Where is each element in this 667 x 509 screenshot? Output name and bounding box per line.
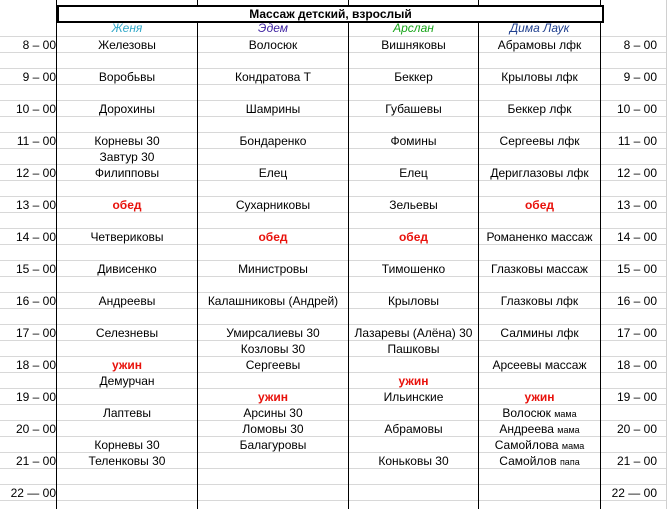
schedule-cell[interactable]: Железовы [98, 38, 156, 52]
schedule-cell[interactable] [198, 373, 348, 389]
schedule-cell[interactable]: Лазаревы (Алёна) 30 [354, 326, 473, 340]
schedule-cell[interactable] [57, 485, 197, 501]
time-cell-right[interactable]: 9 – 00 [623, 70, 657, 84]
schedule-cell[interactable]: Зельевы [389, 198, 438, 212]
schedule-cell[interactable] [479, 485, 600, 501]
time-cell-right[interactable]: 15 – 00 [616, 262, 657, 276]
schedule-cell-with-note[interactable] [479, 421, 600, 437]
time-cell-right[interactable] [601, 437, 657, 453]
schedule-cell[interactable] [57, 341, 197, 357]
schedule-cell[interactable]: обед [398, 230, 429, 244]
schedule-cell[interactable] [198, 149, 348, 165]
patient-name: Самойлов [499, 454, 557, 468]
schedule-cell[interactable]: ужин [258, 390, 288, 404]
schedule-cell[interactable]: обед [112, 198, 142, 212]
schedule-cell[interactable]: Лаптевы [102, 406, 152, 420]
schedule-cell[interactable]: Демурчан [99, 374, 155, 388]
schedule-cell[interactable]: Елец [258, 166, 288, 180]
time-cell-left[interactable]: 16 – 00 [15, 294, 56, 308]
schedule-cell[interactable]: Глазковы массаж [491, 262, 588, 276]
schedule-cell-with-note[interactable] [479, 453, 600, 469]
schedule-cell[interactable]: Беккер лфк [507, 102, 572, 116]
schedule-cell[interactable] [57, 421, 197, 437]
schedule-cell[interactable]: Ильинские [383, 390, 444, 404]
schedule-cell[interactable]: Губашевы [385, 102, 442, 116]
schedule-cell[interactable]: Тимошенко [381, 262, 446, 276]
time-cell-left[interactable] [0, 341, 56, 357]
schedule-cell-with-note[interactable] [479, 437, 600, 453]
schedule-cell[interactable]: Калашниковы (Андрей) [207, 294, 339, 308]
schedule-cell[interactable] [349, 485, 478, 501]
schedule-cell[interactable]: Умирсалиевы 30 [226, 326, 320, 340]
column-header-arslan[interactable]: Арслан [393, 21, 434, 35]
schedule-cell[interactable]: Андреевы [98, 294, 156, 308]
schedule-cell[interactable]: Дорохины [98, 102, 156, 116]
time-cell-right[interactable]: 19 – 00 [616, 390, 657, 404]
time-cell-left[interactable]: 18 – 00 [15, 358, 56, 372]
time-cell-left[interactable]: 20 – 00 [15, 422, 56, 436]
column-header-dima[interactable]: Дима Лаук [509, 21, 570, 35]
schedule-cell[interactable] [349, 405, 478, 421]
time-cell-right[interactable]: 18 – 00 [616, 358, 657, 372]
time-cell-left[interactable]: 8 – 00 [22, 38, 56, 52]
schedule-cell[interactable]: Елец [399, 166, 428, 180]
time-cell-right[interactable]: 13 – 00 [616, 198, 657, 212]
time-cell-right[interactable] [601, 341, 657, 357]
time-cell-right[interactable]: 16 – 00 [616, 294, 657, 308]
time-cell-left[interactable]: 9 – 00 [22, 70, 56, 84]
time-cell-right[interactable]: 8 – 00 [623, 38, 657, 52]
schedule-cell[interactable]: Пашковы [387, 342, 440, 356]
schedule-cell[interactable]: Корневы 30 [94, 438, 160, 452]
schedule-cell[interactable] [349, 357, 478, 373]
time-cell-right[interactable]: 22 — 00 [611, 486, 657, 500]
schedule-cell[interactable]: ужин [524, 390, 555, 404]
schedule-cell[interactable] [198, 453, 348, 469]
schedule-cell[interactable] [349, 437, 478, 453]
schedule-cell[interactable]: Балагуровы [239, 438, 307, 452]
schedule-cell[interactable]: Абрамовы [384, 422, 443, 436]
schedule-cell[interactable]: Корневы 30 [94, 134, 160, 148]
schedule-cell[interactable]: Фомины [390, 134, 437, 148]
time-cell-right[interactable] [601, 373, 657, 389]
schedule-cell[interactable] [479, 149, 600, 165]
schedule-cell[interactable]: Козловы 30 [240, 342, 306, 356]
schedule-cell[interactable]: Романенко массаж [486, 230, 593, 244]
time-cell-right[interactable]: 21 – 00 [616, 454, 657, 468]
schedule-cell[interactable]: Салмины лфк [500, 326, 579, 340]
time-cell-left[interactable]: 19 – 00 [15, 390, 56, 404]
schedule-cell[interactable] [479, 373, 600, 389]
time-cell-right[interactable]: 17 – 00 [616, 326, 657, 340]
schedule-cell[interactable]: Кондратова Т [235, 70, 311, 84]
time-cell-right[interactable] [601, 405, 657, 421]
schedule-cell-with-note[interactable] [479, 405, 600, 421]
time-cell-right[interactable]: 10 – 00 [616, 102, 657, 116]
schedule-cell[interactable]: ужин [112, 358, 142, 372]
schedule-cell[interactable]: Глазковы лфк [500, 294, 579, 308]
schedule-cell[interactable]: Воробьвы [98, 70, 156, 84]
patient-name: Волосюк [502, 406, 551, 420]
time-cell-left[interactable] [0, 405, 56, 421]
schedule-cell[interactable]: Волосюк [248, 38, 298, 52]
patient-name: Самойлова [494, 438, 559, 452]
schedule-cell[interactable]: Дериглазовы лфк [490, 166, 589, 180]
time-cell-left[interactable]: 15 – 00 [15, 262, 56, 276]
schedule-cell[interactable]: Вишняковы [381, 38, 446, 52]
column-header-zhenya[interactable]: Женя [111, 21, 143, 35]
schedule-cell[interactable]: Арсеевы массаж [492, 358, 587, 372]
time-cell-left[interactable]: 21 – 00 [15, 454, 56, 468]
schedule-cell[interactable]: Сергеевы лфк [499, 134, 580, 148]
relation-note: мама [561, 441, 585, 451]
schedule-cell[interactable] [198, 485, 348, 501]
schedule-cell[interactable]: ужин [398, 374, 429, 388]
schedule-cell[interactable]: обед [524, 198, 555, 212]
time-cell-left[interactable]: 17 – 00 [15, 326, 56, 340]
schedule-cell[interactable]: Четвериковы [90, 230, 164, 244]
schedule-cell[interactable]: Крыловы [387, 294, 440, 308]
time-cell-left[interactable] [0, 437, 56, 453]
time-cell-right[interactable]: 12 – 00 [616, 166, 657, 180]
time-cell-right[interactable]: 14 – 00 [616, 230, 657, 244]
time-cell-left[interactable]: 12 – 00 [15, 166, 56, 180]
schedule-cell[interactable]: Министровы [238, 262, 308, 276]
schedule-cell[interactable]: Сергеевы [245, 358, 301, 372]
schedule-cell[interactable]: Теленковы 30 [88, 454, 166, 468]
schedule-cell[interactable]: Завтур 30 [99, 150, 155, 164]
schedule-cell[interactable] [57, 389, 197, 405]
time-cell-right[interactable]: 20 – 00 [616, 422, 657, 436]
schedule-cell[interactable]: Селезневы [95, 326, 159, 340]
schedule-cell[interactable] [349, 149, 478, 165]
sheet-title[interactable]: Массаж детский, взрослый [57, 5, 604, 23]
schedule-cell[interactable] [479, 341, 600, 357]
relation-note: мама [554, 409, 577, 419]
time-cell-left[interactable] [0, 149, 56, 165]
schedule-cell[interactable]: Крыловы лфк [501, 70, 578, 84]
time-cell-right[interactable]: 11 – 00 [617, 134, 657, 148]
schedule-cell[interactable]: Шамрины [245, 102, 301, 116]
time-cell-left[interactable]: 10 – 00 [15, 102, 56, 116]
column-header-edem[interactable]: Эдем [258, 21, 288, 35]
schedule-cell[interactable]: Филипповы [94, 166, 160, 180]
schedule-cell[interactable]: Абрамовы лфк [497, 38, 582, 52]
schedule-cell[interactable]: обед [258, 230, 288, 244]
schedule-cell[interactable]: Коньковы 30 [378, 454, 449, 468]
time-cell-right[interactable] [601, 149, 657, 165]
time-cell-left[interactable] [0, 373, 56, 389]
relation-note: папа [559, 457, 580, 467]
relation-note: мама [557, 425, 580, 435]
time-cell-left[interactable]: 11 – 00 [16, 134, 56, 148]
time-cell-left[interactable]: 13 – 00 [15, 198, 56, 212]
schedule-cell[interactable]: Беккер [394, 70, 433, 84]
patient-name: Андреева [499, 422, 554, 436]
schedule-cell[interactable]: Арсины 30 [243, 406, 303, 420]
schedule-cell[interactable]: Дивисенко [97, 262, 157, 276]
time-cell-left[interactable]: 22 — 00 [10, 486, 56, 500]
schedule-cell[interactable]: Сухарниковы [235, 198, 311, 212]
schedule-cell[interactable]: Бондаренко [239, 134, 307, 148]
schedule-cell[interactable]: Ломовы 30 [242, 422, 304, 436]
time-cell-left[interactable]: 14 – 00 [15, 230, 56, 244]
